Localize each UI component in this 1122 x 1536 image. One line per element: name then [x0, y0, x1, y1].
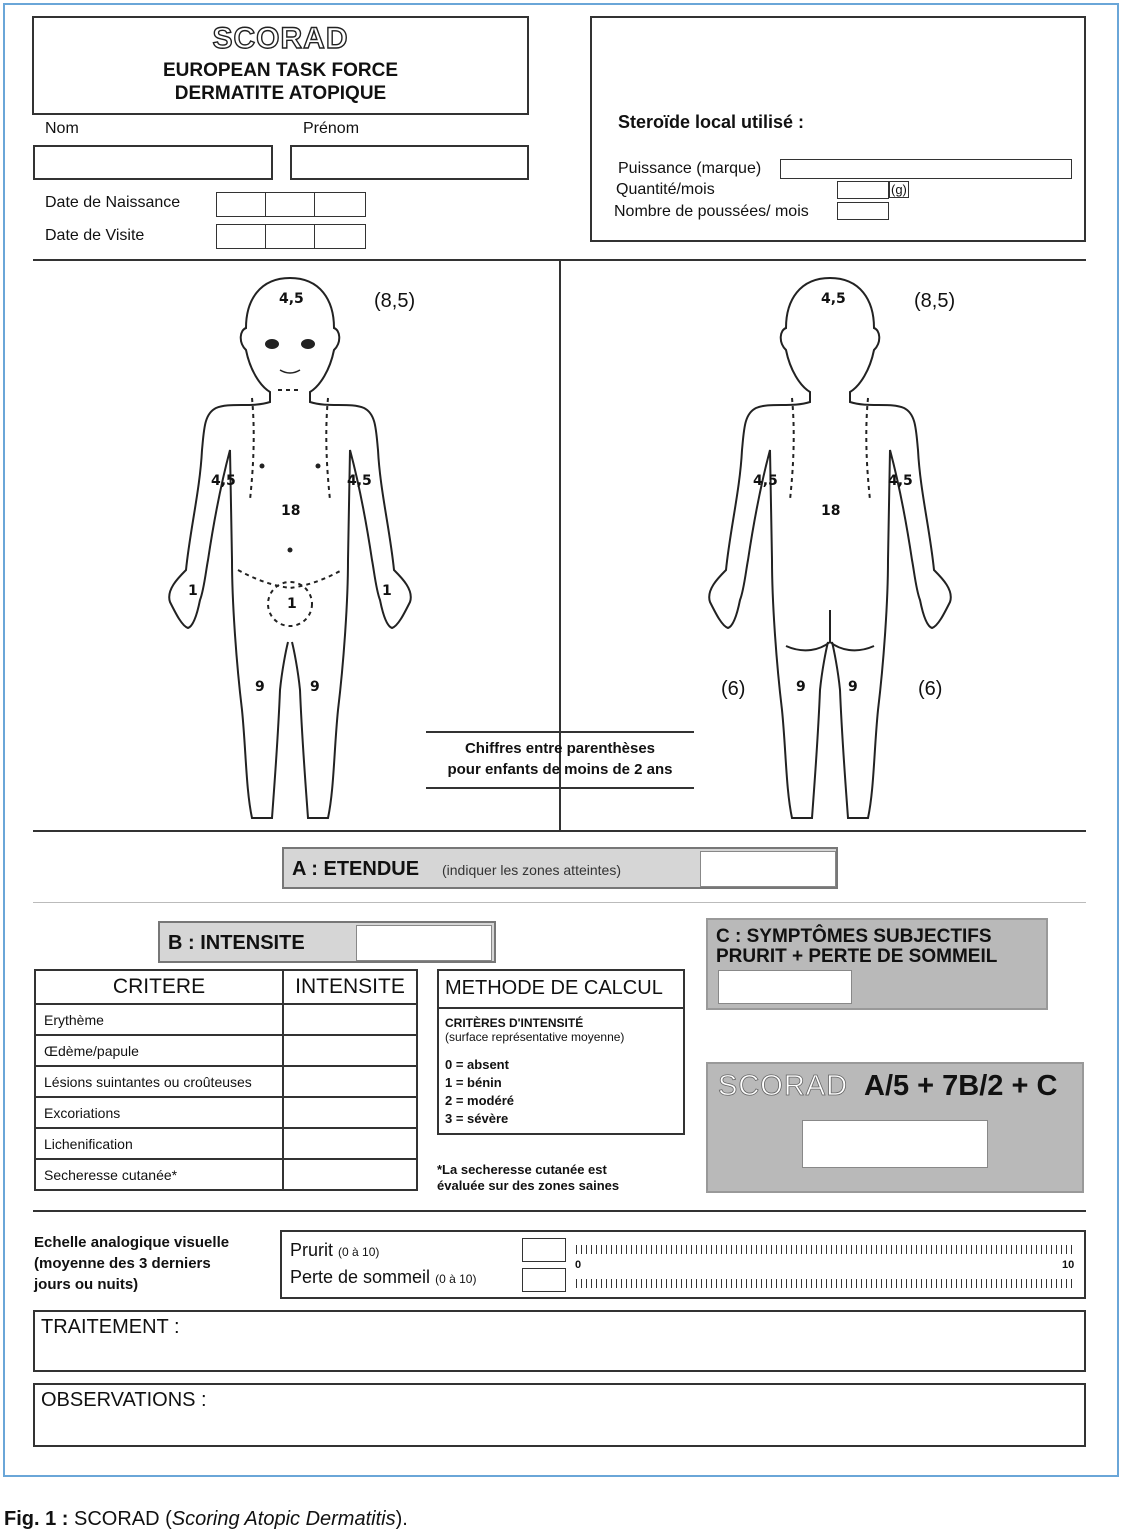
nom-input[interactable]: [33, 145, 273, 180]
formula-expression: A/5 + 7B/2 + C: [864, 1070, 1058, 1102]
section-a-label: A : ETENDUE: [292, 858, 420, 880]
form-title: SCORAD: [212, 22, 349, 55]
visit-month-box[interactable]: [265, 224, 315, 249]
back-head-child-value: (8,5): [914, 290, 956, 312]
criteria-table: [34, 969, 418, 1191]
front-leg-right-value: 9: [310, 679, 320, 695]
traitement-box[interactable]: [33, 1310, 1086, 1372]
criteria-header-critere: CRITERE: [35, 970, 283, 1004]
back-arm-left-value: 4,5: [753, 473, 778, 489]
prenom-input[interactable]: [290, 145, 529, 180]
observations-box[interactable]: [33, 1383, 1086, 1447]
form-subtitle-1: EUROPEAN TASK FORCE: [162, 60, 399, 81]
note-rule-top: [426, 731, 694, 733]
divider-eva: [33, 1210, 1086, 1212]
back-body-figure: [700, 270, 960, 830]
scorad-result-input[interactable]: [802, 1120, 988, 1168]
front-hand-left-value: 1: [188, 583, 198, 599]
puissance-label: Puissance (marque): [618, 160, 762, 177]
nom-label: Nom: [45, 120, 79, 137]
method-box: [437, 969, 685, 1135]
criteria-row-input[interactable]: [283, 1097, 417, 1128]
method-scale-1: 1 = bénin: [445, 1075, 502, 1090]
back-leg-right-value: 9: [848, 679, 858, 695]
quantite-label: Quantité/mois: [616, 181, 715, 198]
method-scale-0: 0 = absent: [445, 1057, 509, 1072]
method-scale-2: 2 = modéré: [445, 1093, 515, 1108]
criteria-row-label: Erythème: [35, 1004, 283, 1035]
front-head-child-value: (8,5): [374, 290, 416, 312]
eva-box: [280, 1230, 1086, 1299]
poussees-input[interactable]: [837, 202, 889, 220]
caption-italic: Scoring Atopic Dermatitis: [171, 1508, 396, 1530]
front-head-value: 4,5: [279, 291, 304, 307]
title-box: [32, 16, 529, 115]
section-c-line-2: PRURIT + PERTE DE SOMMEIL: [716, 946, 998, 967]
section-b-input[interactable]: [356, 925, 492, 961]
criteria-row-input[interactable]: [283, 1128, 417, 1159]
figure-caption: [4, 1508, 408, 1531]
steroid-box: [590, 16, 1086, 242]
section-a-input[interactable]: [700, 851, 836, 887]
method-footnote-1: *La secheresse cutanée est: [437, 1162, 607, 1177]
note-line-2: pour enfants de moins de 2 ans: [447, 761, 673, 778]
section-a-panel: [282, 847, 838, 889]
criteria-row-label: Excoriations: [35, 1097, 283, 1128]
birth-day-box[interactable]: [216, 192, 266, 217]
front-trunk-value: 18: [281, 503, 301, 519]
observations-label: OBSERVATIONS :: [41, 1389, 207, 1411]
front-genital-value: 1: [287, 596, 297, 612]
prurit-scale[interactable]: [576, 1245, 1074, 1254]
front-arm-left-value: 4,5: [211, 473, 236, 489]
method-footnote-2: évaluée sur des zones saines: [437, 1178, 620, 1193]
section-b-panel: [158, 921, 496, 963]
sommeil-input[interactable]: [522, 1268, 566, 1292]
sommeil-scale[interactable]: [576, 1279, 1074, 1288]
birth-date-label: Date de Naissance: [45, 194, 181, 211]
front-leg-left-value: 9: [255, 679, 265, 695]
criteria-row-label: Lésions suintantes ou croûteuses: [35, 1066, 283, 1097]
criteria-row-input[interactable]: [283, 1066, 417, 1097]
front-arm-right-value: 4,5: [347, 473, 372, 489]
visit-year-box[interactable]: [314, 224, 366, 249]
criteria-row-input[interactable]: [283, 1004, 417, 1035]
sommeil-text: Perte de sommeil: [290, 1267, 431, 1287]
eva-label-1: Echelle analogique visuelle: [34, 1234, 230, 1251]
prurit-label: [290, 1240, 379, 1261]
method-subtitle-2: (surface représentative moyenne): [445, 1030, 625, 1044]
section-c-input[interactable]: [718, 970, 852, 1004]
criteria-row-input[interactable]: [283, 1159, 417, 1190]
form-subtitle-2: DERMATITE ATOPIQUE: [174, 83, 387, 104]
prurit-text: Prurit: [290, 1240, 334, 1260]
criteria-header-intensite: INTENSITE: [283, 970, 417, 1004]
back-leg-left-value: 9: [796, 679, 806, 695]
caption-prefix: Fig. 1 :: [4, 1508, 69, 1530]
method-title: METHODE DE CALCUL: [445, 977, 663, 999]
quantite-unit: (g): [891, 182, 907, 197]
front-body-figure: [160, 270, 420, 830]
criteria-row-label: Secheresse cutanée*: [35, 1159, 283, 1190]
section-c-line-1: C : SYMPTÔMES SUBJECTIFS: [716, 926, 992, 947]
birth-year-box[interactable]: [314, 192, 366, 217]
scale-min-label: 0: [575, 1259, 582, 1271]
criteria-row-input[interactable]: [283, 1035, 417, 1066]
back-leg-child-left-value: (6): [721, 678, 746, 700]
visit-date-label: Date de Visite: [45, 227, 145, 244]
eva-label-2: (moyenne des 3 derniers: [34, 1255, 211, 1272]
quantite-input[interactable]: [837, 181, 889, 199]
visit-day-box[interactable]: [216, 224, 266, 249]
note-rule-bottom: [426, 787, 694, 789]
prurit-input[interactable]: [522, 1238, 566, 1262]
divider-figures-bottom: [33, 830, 1086, 832]
caption-text: SCORAD (: [68, 1508, 172, 1530]
back-arm-right-value: 4,5: [888, 473, 913, 489]
sommeil-label: [290, 1267, 476, 1288]
formula-word: SCORAD: [718, 1070, 849, 1102]
section-a-hint: (indiquer les zones atteintes): [442, 862, 621, 878]
prenom-label: Prénom: [303, 120, 360, 137]
poussees-label: Nombre de poussées/ mois: [614, 203, 809, 220]
section-b-label: B : INTENSITE: [168, 932, 305, 954]
section-c-panel: [706, 918, 1048, 1010]
criteria-row-label: Œdème/papule: [35, 1035, 283, 1066]
back-leg-child-right-value: (6): [918, 678, 943, 700]
caption-suffix: ).: [395, 1508, 408, 1530]
visit-date-field[interactable]: [216, 224, 366, 249]
scale-max-label: 10: [1062, 1259, 1075, 1271]
prurit-range: (0 à 10): [338, 1245, 380, 1259]
birth-date-field[interactable]: [216, 192, 366, 217]
front-hand-right-value: 1: [382, 583, 392, 599]
formula-panel: [706, 1062, 1084, 1193]
eva-label-3: jours ou nuits): [34, 1276, 139, 1293]
back-trunk-value: 18: [821, 503, 841, 519]
method-scale-3: 3 = sévère: [445, 1111, 509, 1126]
traitement-label: TRAITEMENT :: [41, 1316, 180, 1338]
puissance-input[interactable]: [780, 159, 1072, 179]
method-subtitle-1: CRITÈRES D'INTENSITÉ: [445, 1016, 584, 1030]
criteria-row-label: Lichenification: [35, 1128, 283, 1159]
method-title-rule: [439, 1007, 683, 1009]
divider-a: [33, 902, 1086, 903]
note-line-1: Chiffres entre parenthèses: [464, 740, 656, 757]
steroid-title: Steroïde local utilisé :: [618, 112, 805, 132]
birth-month-box[interactable]: [265, 192, 315, 217]
sommeil-range: (0 à 10): [435, 1272, 477, 1286]
back-head-value: 4,5: [821, 291, 846, 307]
